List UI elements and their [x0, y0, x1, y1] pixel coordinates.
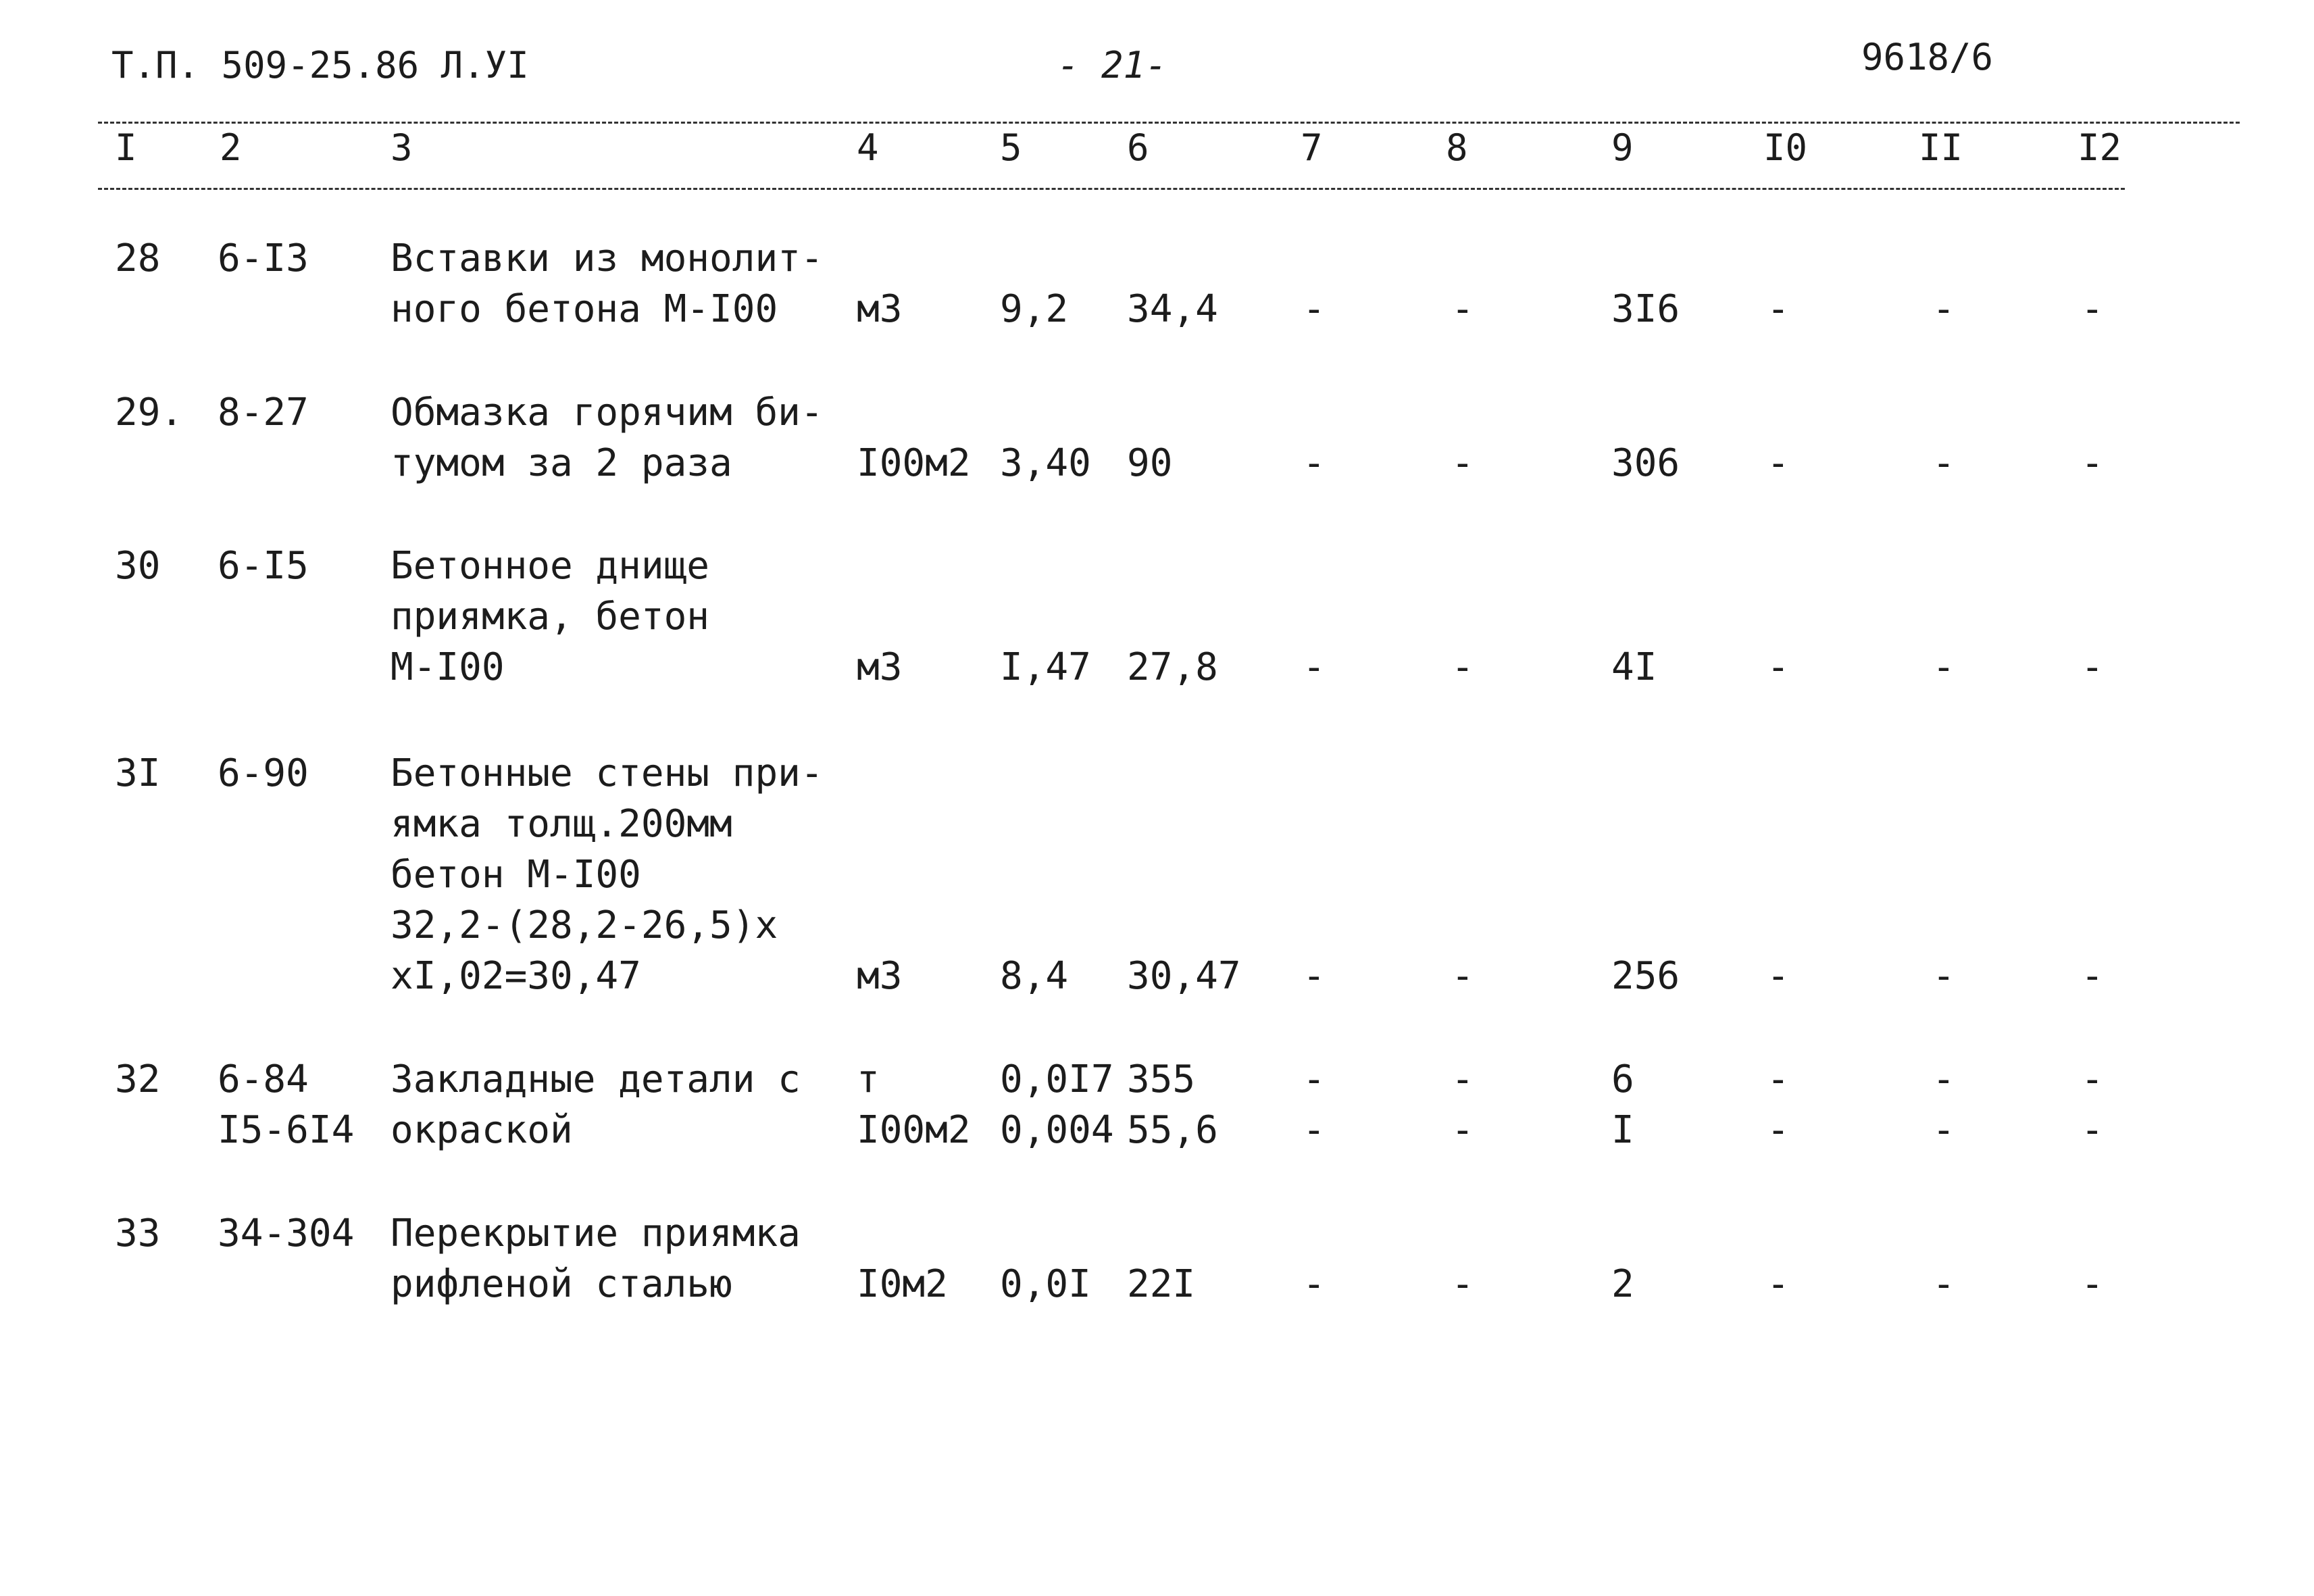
unit-line: I00м2 — [857, 441, 971, 485]
col-8-value-line: - — [1451, 287, 1474, 331]
col-7-value — [1303, 284, 1326, 334]
column-number-col-3: 3 — [391, 126, 413, 169]
column-number-col-8: 8 — [1446, 126, 1468, 169]
work-description-line: рифленой сталью — [391, 1262, 732, 1306]
rate-code-line: 6-I5 — [218, 544, 309, 588]
col-8-value — [1451, 951, 1474, 1001]
col-11-value — [1932, 1054, 1955, 1155]
quantity-line: 3,40 — [1000, 441, 1091, 485]
work-description-line: хI,02=30,47 — [391, 954, 641, 998]
col-10-value-line: - — [1767, 1262, 1790, 1306]
column-number-col-5: 5 — [1000, 126, 1022, 169]
unit-line: I0м2 — [857, 1262, 948, 1306]
row-number-line: 30 — [115, 544, 161, 588]
unit-cost — [1127, 1054, 1218, 1155]
work-description-line: окраской — [391, 1108, 573, 1152]
col-11-value-line: - — [1932, 645, 1955, 689]
quantity-line: I,47 — [1000, 645, 1091, 689]
work-description — [391, 541, 709, 693]
col-11-value-line: - — [1932, 1108, 1955, 1152]
work-description-line: Вставки из монолит- — [391, 236, 824, 280]
total-cost-line: 256 — [1611, 954, 1680, 998]
column-number-col-7: 7 — [1301, 126, 1323, 169]
unit-line: м3 — [857, 287, 903, 331]
rate-code-line: 6-90 — [218, 751, 309, 795]
col-7-value-line: - — [1303, 441, 1326, 485]
col-12-value-line: - — [2081, 954, 2104, 998]
col-11-value — [1932, 1259, 1955, 1310]
total-cost — [1611, 642, 1657, 693]
unit-cost — [1127, 951, 1241, 1001]
unit — [857, 951, 902, 1001]
col-11-value — [1932, 284, 1955, 334]
unit-cost-line: 27,8 — [1127, 645, 1218, 689]
col-11-value — [1932, 642, 1955, 693]
work-description-line: тумом за 2 раза — [391, 441, 732, 485]
total-cost — [1611, 284, 1680, 334]
col-10-value-line: - — [1767, 441, 1790, 485]
col-11-value-line: - — [1932, 1057, 1955, 1101]
unit-cost-line: 34,4 — [1127, 287, 1218, 331]
unit — [857, 642, 902, 693]
col-12-value-line: - — [2081, 1262, 2104, 1306]
column-number-col-12: I2 — [2078, 126, 2122, 169]
column-number-col-6: 6 — [1127, 126, 1149, 169]
col-11-value-line: - — [1932, 287, 1955, 331]
rate-code — [218, 748, 309, 799]
col-10-value-line: - — [1767, 1108, 1790, 1152]
col-8-value-line: - — [1451, 645, 1474, 689]
col-7-value — [1303, 951, 1326, 1001]
header-bottom-rule — [98, 188, 2125, 190]
col-8-value-line: - — [1451, 954, 1474, 998]
col-10-value — [1767, 1259, 1790, 1310]
col-12-value-line: - — [2081, 645, 2104, 689]
row-number-line: 33 — [115, 1212, 161, 1255]
work-description-line: ямка толщ.200мм — [391, 802, 732, 846]
col-10-value — [1767, 438, 1790, 489]
unit-line: I00м2 — [857, 1108, 971, 1152]
unit-cost-line: 22I — [1127, 1262, 1196, 1306]
row-number-line: 32 — [115, 1057, 161, 1101]
quantity — [1000, 284, 1068, 334]
work-description-line: Бетонные стены при- — [391, 751, 824, 795]
total-cost-line: 6 — [1611, 1057, 1634, 1101]
rate-code — [218, 1208, 354, 1259]
col-8-value-line: - — [1451, 441, 1474, 485]
rate-code — [218, 387, 309, 438]
col-7-value-line: - — [1303, 1057, 1326, 1101]
rate-code-line: 6-I3 — [218, 236, 309, 280]
col-7-value-line: - — [1303, 287, 1326, 331]
work-description-line: Обмазка горячим би- — [391, 391, 824, 434]
col-10-value-line: - — [1767, 645, 1790, 689]
work-description — [391, 233, 824, 334]
row-number — [115, 1208, 160, 1259]
row-number-line: 29. — [115, 391, 184, 434]
col-11-value-line: - — [1932, 1262, 1955, 1306]
quantity-line: 9,2 — [1000, 287, 1069, 331]
column-number-col-4: 4 — [857, 126, 879, 169]
column-number-col-11: II — [1919, 126, 1963, 169]
unit-cost — [1127, 642, 1218, 693]
unit-cost — [1127, 438, 1172, 489]
rate-code-line: 6-84 — [218, 1057, 309, 1101]
col-12-value-line: - — [2081, 441, 2104, 485]
unit-line: м3 — [857, 645, 903, 689]
col-7-value-line: - — [1303, 954, 1326, 998]
col-10-value — [1767, 1054, 1790, 1155]
unit-cost — [1127, 284, 1218, 334]
col-12-value — [2081, 642, 2104, 693]
header-top-rule — [98, 122, 2240, 124]
document-reference: Т.П. 509-25.86 Л.УI — [111, 44, 529, 86]
rate-code — [218, 541, 309, 591]
total-cost — [1611, 1259, 1634, 1310]
row-number — [115, 387, 183, 438]
col-7-value — [1303, 642, 1326, 693]
work-description-line: Закладные детали с — [391, 1057, 801, 1101]
total-cost-line: I — [1611, 1108, 1634, 1152]
total-cost — [1611, 951, 1680, 1001]
quantity-line: 0,004 — [1000, 1108, 1114, 1152]
unit — [857, 284, 902, 334]
work-description-line: Перекрытие приямка — [391, 1212, 801, 1255]
total-cost — [1611, 1054, 1634, 1155]
col-7-value — [1303, 1259, 1326, 1310]
document-code: 9618/6 — [1861, 36, 1994, 78]
row-number — [115, 1054, 160, 1105]
unit-line: т — [857, 1057, 880, 1101]
quantity — [1000, 1259, 1091, 1310]
work-description-line: М-I00 — [391, 645, 505, 689]
work-description — [391, 1054, 801, 1155]
col-7-value — [1303, 438, 1326, 489]
unit — [857, 438, 971, 489]
unit-cost-line: 55,6 — [1127, 1108, 1218, 1152]
quantity-line: 0,0I7 — [1000, 1057, 1114, 1101]
row-number — [115, 233, 160, 284]
rate-code — [218, 1054, 354, 1155]
row-number — [115, 748, 160, 799]
col-10-value-line: - — [1767, 287, 1790, 331]
col-12-value — [2081, 1054, 2104, 1155]
work-description — [391, 748, 824, 1001]
col-7-value-line: - — [1303, 1262, 1326, 1306]
col-12-value — [2081, 438, 2104, 489]
work-description-line: 32,2-(28,2-26,5)х — [391, 903, 778, 947]
work-description-line: ного бетона М-I00 — [391, 287, 778, 331]
quantity-line: 8,4 — [1000, 954, 1069, 998]
page-number: - 21- — [1057, 44, 1167, 86]
work-description-line: приямка, бетон — [391, 595, 710, 639]
col-10-value — [1767, 642, 1790, 693]
col-8-value — [1451, 642, 1474, 693]
column-number-col-9: 9 — [1611, 126, 1634, 169]
work-description — [391, 387, 824, 489]
work-description-line: бетон М-I00 — [391, 853, 641, 897]
rate-code — [218, 233, 309, 284]
quantity — [1000, 438, 1091, 489]
row-number-line: 3I — [115, 751, 161, 795]
col-11-value-line: - — [1932, 954, 1955, 998]
column-number-col-10: I0 — [1763, 126, 1808, 169]
total-cost-line: 4I — [1611, 645, 1657, 689]
unit — [857, 1259, 948, 1310]
unit-cost — [1127, 1259, 1195, 1310]
row-number-line: 28 — [115, 236, 161, 280]
col-10-value — [1767, 951, 1790, 1001]
col-8-value — [1451, 284, 1474, 334]
col-8-value — [1451, 1054, 1474, 1155]
work-description-line: Бетонное днище — [391, 544, 710, 588]
col-12-value-line: - — [2081, 287, 2104, 331]
col-11-value-line: - — [1932, 441, 1955, 485]
column-number-col-1: I — [115, 126, 137, 169]
col-7-value-line: - — [1303, 645, 1326, 689]
column-number-col-2: 2 — [220, 126, 242, 169]
unit-cost-line: 90 — [1127, 441, 1173, 485]
col-12-value — [2081, 1259, 2104, 1310]
quantity — [1000, 951, 1068, 1001]
col-8-value-line: - — [1451, 1262, 1474, 1306]
col-8-value-line: - — [1451, 1108, 1474, 1152]
col-11-value — [1932, 438, 1955, 489]
quantity-line: 0,0I — [1000, 1262, 1091, 1306]
quantity — [1000, 1054, 1114, 1155]
col-12-value — [2081, 284, 2104, 334]
unit-cost-line: 30,47 — [1127, 954, 1241, 998]
col-12-value-line: - — [2081, 1057, 2104, 1101]
col-8-value — [1451, 1259, 1474, 1310]
col-10-value-line: - — [1767, 1057, 1790, 1101]
rate-code-line: 8-27 — [218, 391, 309, 434]
unit — [857, 1054, 971, 1155]
col-12-value-line: - — [2081, 1108, 2104, 1152]
col-7-value-line: - — [1303, 1108, 1326, 1152]
col-8-value-line: - — [1451, 1057, 1474, 1101]
col-10-value-line: - — [1767, 954, 1790, 998]
unit-cost-line: 355 — [1127, 1057, 1196, 1101]
col-10-value — [1767, 284, 1790, 334]
total-cost-line: 306 — [1611, 441, 1680, 485]
col-7-value — [1303, 1054, 1326, 1155]
unit-line: м3 — [857, 954, 903, 998]
col-11-value — [1932, 951, 1955, 1001]
total-cost-line: 2 — [1611, 1262, 1634, 1306]
col-12-value — [2081, 951, 2104, 1001]
total-cost — [1611, 438, 1680, 489]
quantity — [1000, 642, 1091, 693]
rate-code-line: I5-6I4 — [218, 1108, 355, 1152]
row-number — [115, 541, 160, 591]
col-8-value — [1451, 438, 1474, 489]
rate-code-line: 34-304 — [218, 1212, 355, 1255]
total-cost-line: 3I6 — [1611, 287, 1680, 331]
work-description — [391, 1208, 801, 1310]
